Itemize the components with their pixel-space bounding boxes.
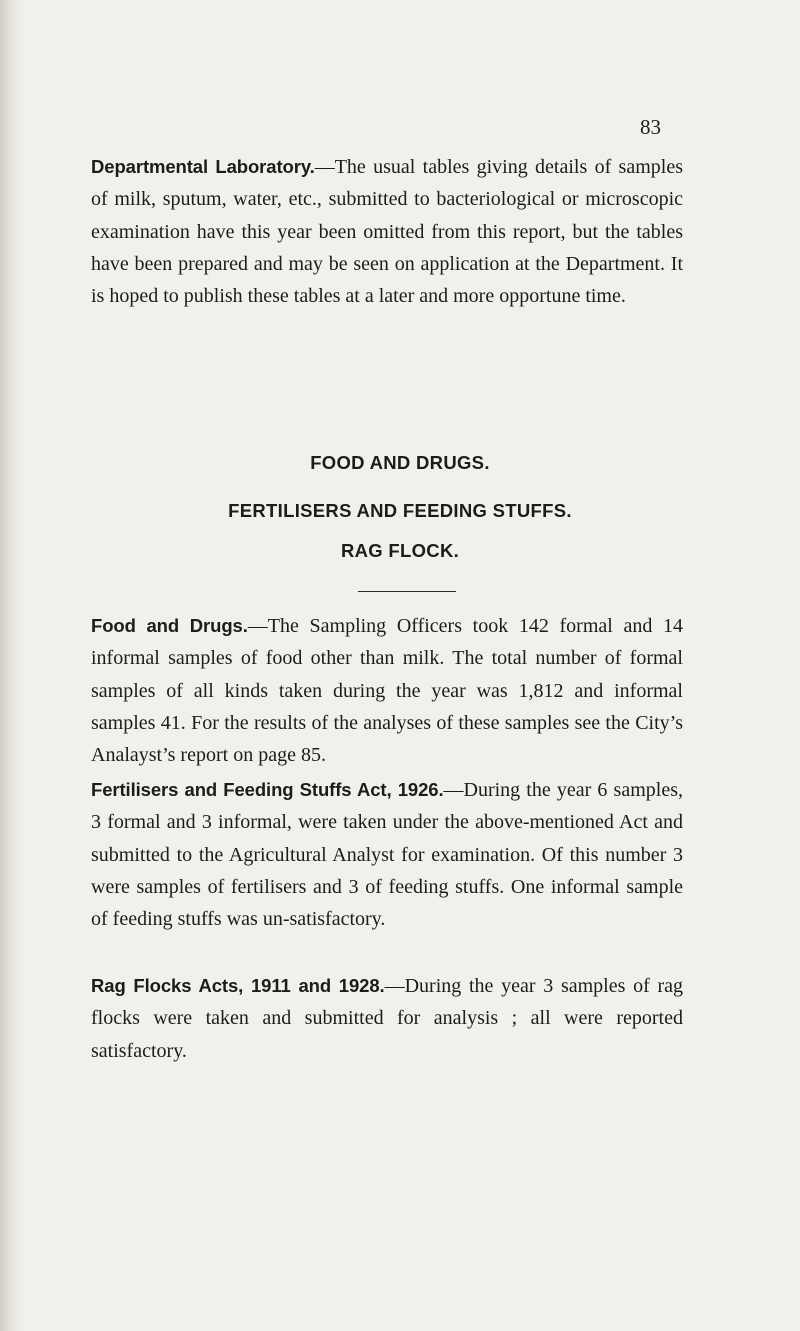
page-number: 83 <box>640 115 661 139</box>
food-and-drugs-text: —The Sampling Officers took 142 formal and 14 informal samples of food other than milk. The total number of formal samples of all kinds taken during the year was 1,812 and informal samples 41. For the results of the analyses of these samples see the City’s Analayst’s report on page 85. <box>91 615 683 767</box>
departmental-laboratory-heading: Departmental Laboratory. <box>91 156 315 177</box>
food-and-drugs-paragraph <box>91 610 683 771</box>
departmental-laboratory-paragraph <box>91 151 683 312</box>
heading-food-and-drugs: FOOD AND DRUGS. <box>310 452 490 473</box>
rag-flocks-heading: Rag Flocks Acts, 1911 and 1928. <box>91 975 385 996</box>
fertilisers-heading: Fertilisers and Feeding Stuffs Act, 1926. <box>91 779 444 800</box>
departmental-laboratory-text: —The usual tables giving details of samples of milk, sputum, water, etc., submitted to bacteriological or microscopic examination have this year been omitted from this report, but the tables have been prepared and may be seen on application at the Department. It is hoped to publish these tables at a later and more opportune time. <box>91 156 683 308</box>
heading-fertilisers-feeding-stuffs: FERTILISERS AND FEEDING STUFFS. <box>228 500 572 521</box>
rag-flocks-text: —During the year 3 samples of rag flocks were taken and submitted for analysis ; all were reported satisfactory. <box>91 975 684 1062</box>
rag-flocks-paragraph <box>91 970 683 1067</box>
fertilisers-paragraph <box>91 774 683 935</box>
food-and-drugs-heading: Food and Drugs. <box>91 615 248 636</box>
section-divider <box>358 591 456 592</box>
page-binding-edge <box>0 0 22 1331</box>
fertilisers-text: —During the year 6 samples, 3 formal and 3 informal, were taken under the above-mentioned Act and submitted to the Agricultural Analyst for examination. Of this number 3 were samples of fertilisers and 3 of feeding stuffs. One informal sample of feeding stuffs was un-satisfactory. <box>91 779 683 931</box>
heading-rag-flock: RAG FLOCK. <box>340 540 460 561</box>
